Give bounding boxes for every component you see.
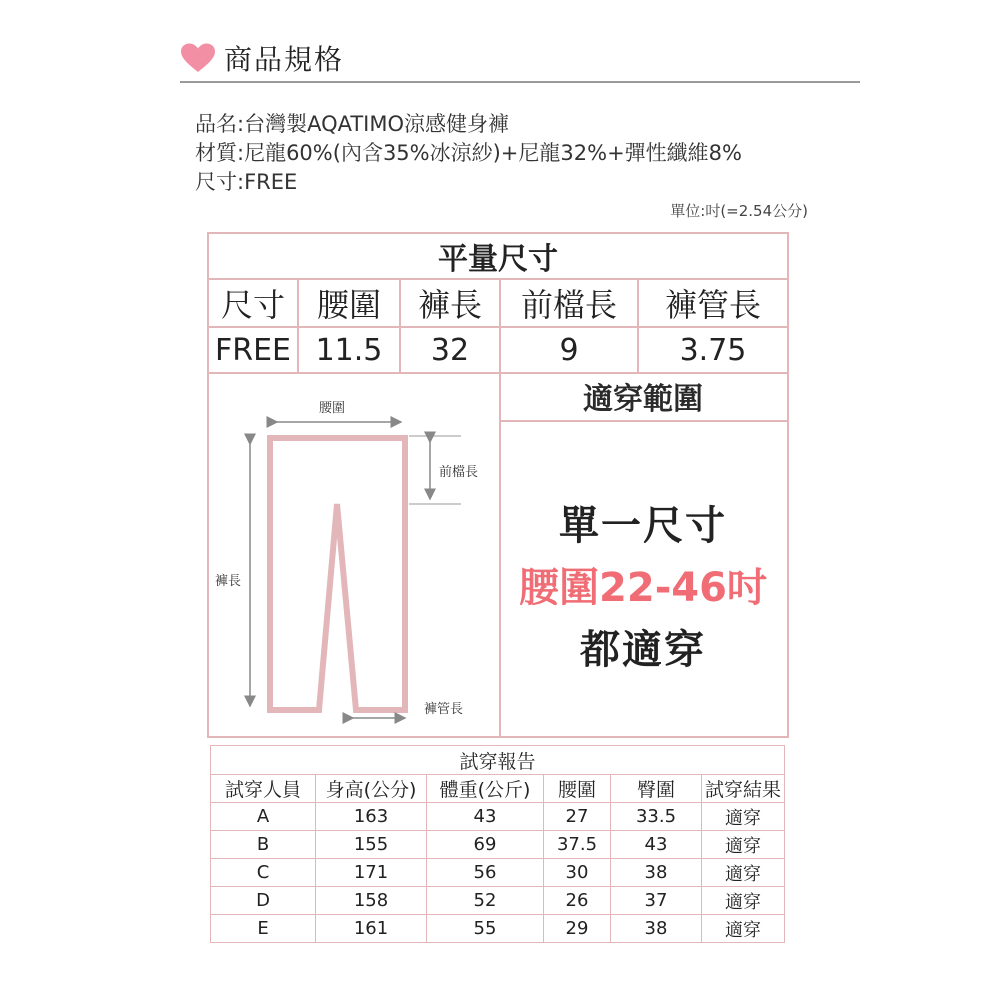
table-row [211, 887, 785, 915]
trial-cell: C [211, 859, 316, 887]
size-table-title: 平量尺寸 [208, 233, 788, 279]
trial-cell: 163 [316, 803, 427, 831]
trial-cell: 43 [427, 803, 544, 831]
fit-range-panel [499, 372, 789, 738]
trial-cell: 27 [544, 803, 611, 831]
trial-cell: 171 [316, 859, 427, 887]
size-table-values [208, 327, 788, 373]
trial-cell: 37.5 [544, 831, 611, 859]
trial-cell: 29 [544, 915, 611, 943]
trial-cell: 55 [427, 915, 544, 943]
trial-header-cell: 體重(公斤) [427, 775, 544, 803]
size-value-cell: 32 [400, 327, 500, 373]
trial-report-title: 試穿報告 [211, 746, 785, 775]
hem-label: 褲管長 [424, 702, 464, 717]
product-name: 品名:台灣製AQATIMO涼感健身褲 [195, 112, 510, 136]
trial-cell: 43 [611, 831, 702, 859]
pants-outline [270, 438, 405, 710]
rise-label: 前檔長 [439, 465, 479, 480]
waist-label: 腰圍 [319, 401, 346, 416]
product-material: 材質:尼龍60%(內含35%冰涼紗)+尼龍32%+彈性纖維8% [195, 141, 742, 165]
size-table-header [208, 279, 788, 327]
trial-header-cell: 腰圍 [544, 775, 611, 803]
table-row [211, 859, 785, 887]
product-info [195, 110, 742, 197]
length-label: 褲長 [215, 574, 242, 589]
trial-cell: 26 [544, 887, 611, 915]
size-header-cell: 褲長 [400, 279, 500, 327]
trial-cell: 適穿 [702, 915, 785, 943]
size-header-cell: 前檔長 [500, 279, 638, 327]
size-value-cell: 9 [500, 327, 638, 373]
trial-header-cell: 試穿結果 [702, 775, 785, 803]
product-size: 尺寸:FREE [195, 170, 298, 194]
trial-cell: 適穿 [702, 803, 785, 831]
trial-cell: 37 [611, 887, 702, 915]
trial-cell: A [211, 803, 316, 831]
trial-cell: E [211, 915, 316, 943]
trial-cell: 161 [316, 915, 427, 943]
header-divider [180, 81, 860, 83]
fit-waist-range: 腰圍22-46吋 [519, 565, 767, 611]
trial-cell: 38 [611, 915, 702, 943]
fit-all-fit: 都適穿 [580, 627, 706, 673]
table-row [211, 803, 785, 831]
size-header-cell: 腰圍 [298, 279, 400, 327]
size-value-cell: FREE [208, 327, 298, 373]
trial-cell: 52 [427, 887, 544, 915]
trial-report-table [210, 745, 785, 943]
trial-cell: 適穿 [702, 859, 785, 887]
pants-diagram-panel [207, 372, 501, 738]
fit-range-title: 適穿範圍 [499, 372, 787, 422]
trial-cell: D [211, 887, 316, 915]
trial-cell: 38 [611, 859, 702, 887]
fit-single-size: 單一尺寸 [559, 503, 727, 549]
pants-diagram [209, 372, 499, 736]
page-title: 商品規格 [224, 43, 345, 76]
size-value-cell: 11.5 [298, 327, 400, 373]
section-header [180, 38, 344, 78]
table-row [211, 915, 785, 943]
trial-cell: 適穿 [702, 831, 785, 859]
size-header-cell: 尺寸 [208, 279, 298, 327]
trial-cell: 155 [316, 831, 427, 859]
trial-header-cell: 身高(公分) [316, 775, 427, 803]
diagram-section [207, 372, 789, 738]
trial-cell: 30 [544, 859, 611, 887]
trial-cell: B [211, 831, 316, 859]
trial-header-row [211, 775, 785, 803]
trial-cell: 69 [427, 831, 544, 859]
trial-cell: 158 [316, 887, 427, 915]
trial-cell: 適穿 [702, 887, 785, 915]
heart-icon [180, 43, 216, 73]
size-table [207, 232, 789, 374]
size-header-cell: 褲管長 [638, 279, 788, 327]
trial-cell: 33.5 [611, 803, 702, 831]
table-row [211, 831, 785, 859]
trial-header-cell: 臀圍 [611, 775, 702, 803]
trial-cell: 56 [427, 859, 544, 887]
trial-header-cell: 試穿人員 [211, 775, 316, 803]
unit-note: 單位:吋(=2.54公分) [670, 202, 808, 220]
size-value-cell: 3.75 [638, 327, 788, 373]
